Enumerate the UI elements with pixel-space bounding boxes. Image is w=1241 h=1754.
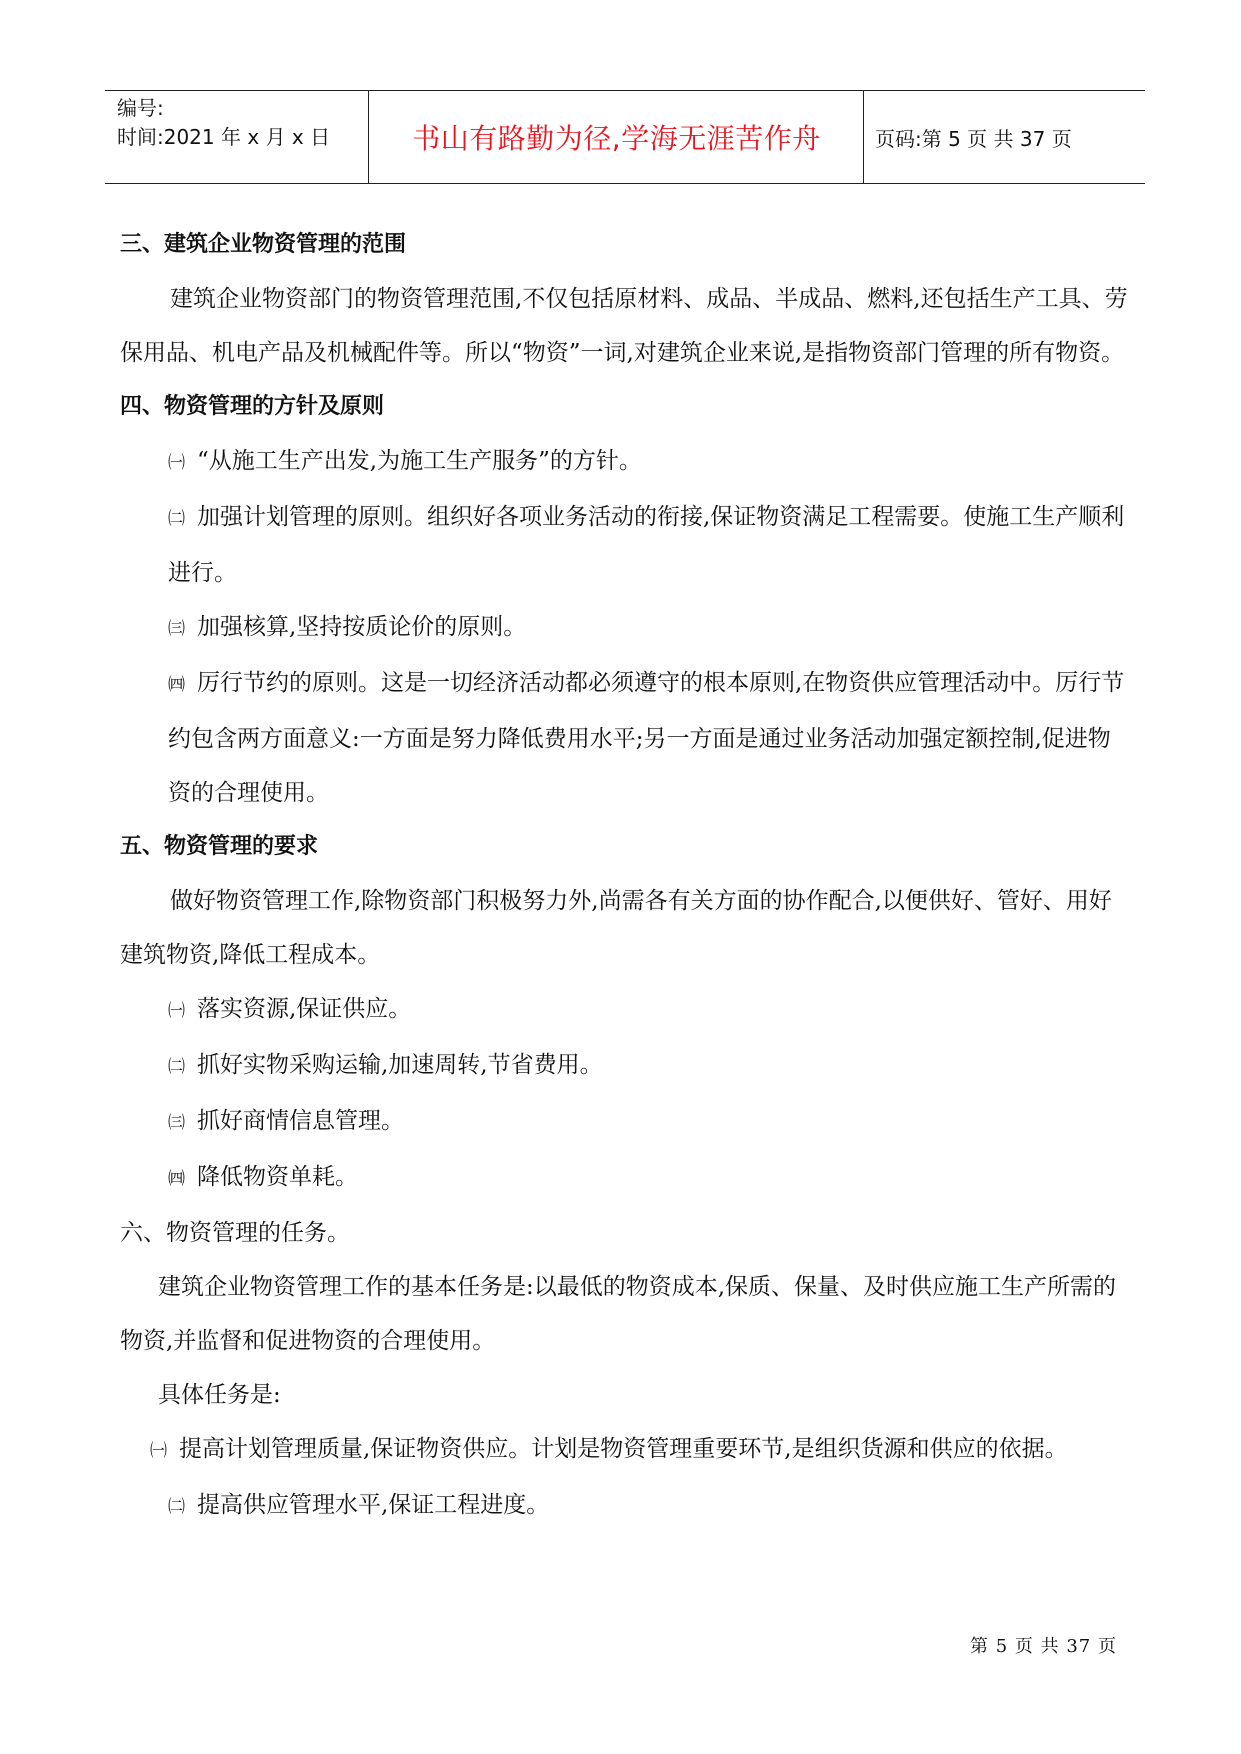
list-item [120, 1038, 1132, 1094]
list-item-text: 加强核算,坚持按质论价的原则。 [197, 614, 527, 640]
list-item-number: ㈡ [168, 1497, 185, 1517]
body-paragraph: 建筑企业物资部门的物资管理范围,不仅包括原材料、成品、半成品、燃料,还包括生产工具、劳保用品、机电产品及机械配件等。所以“物资”一词,对建筑企业来说,是指物资部门管理的所有物资。 [120, 286, 1128, 366]
list-item-number: ㈡ [168, 1057, 185, 1077]
list-item-text: 抓好商情信息管理。 [197, 1108, 404, 1134]
list-item [120, 1150, 1132, 1206]
list-item [120, 1422, 1132, 1478]
page-footer: 第 5 页 共 37 页 [970, 1636, 1117, 1657]
list-item-text: 提高供应管理水平,保证工程进度。 [197, 1492, 550, 1518]
list-item-number: ㈠ [168, 453, 185, 473]
list-item [120, 434, 1132, 490]
header-divider [863, 91, 864, 183]
list-item [120, 1094, 1132, 1150]
section-heading: 六、物资管理的任务。 [120, 1220, 350, 1246]
document-header [105, 90, 1145, 184]
list-item-number: ㈢ [168, 1113, 185, 1133]
list-item-number: ㈠ [168, 1001, 185, 1021]
header-page-label: 页码:第 5 页 共 37 页 [875, 126, 1072, 151]
body-paragraph: 具体任务是: [158, 1382, 281, 1408]
list-item-number: ㈣ [168, 675, 185, 695]
header-divider [368, 91, 369, 183]
list-item-text: “从施工生产出发,为施工生产服务”的方针。 [197, 448, 642, 474]
list-item [120, 490, 1132, 600]
section-heading: 五、物资管理的要求 [120, 834, 319, 859]
list-item [120, 600, 1132, 656]
document-number-label: 编号: [117, 96, 164, 120]
list-item-text: 提高计划管理质量,保证物资供应。计划是物资管理重要环节,是组织货源和供应的依据。 [179, 1436, 1068, 1462]
list-item-number: ㈠ [150, 1441, 167, 1461]
list-item [120, 656, 1132, 820]
list-item-text: 落实资源,保证供应。 [197, 996, 412, 1022]
section-heading: 三、建筑企业物资管理的范围 [120, 232, 407, 257]
document-time-label: 时间:2021 年 x 月 x 日 [117, 125, 331, 149]
list-item-number: ㈢ [168, 619, 185, 639]
header-meta [117, 94, 362, 152]
body-paragraph: 建筑企业物资管理工作的基本任务是:以最低的物资成本,保质、保量、及时供应施工生产所需的物资,并监督和促进物资的合理使用。 [120, 1274, 1117, 1354]
list-item-text: 厉行节约的原则。这是一切经济活动都必须遵守的根本原则,在物资供应管理活动中。厉行节约包含两方面意义:一方面是努力降低费用水平;另一方面是通过业务活动加强定额控制,促进物资的合理使用。 [168, 670, 1125, 806]
section-heading: 四、物资管理的方针及原则 [120, 394, 385, 419]
list-item-number: ㈡ [168, 509, 185, 529]
list-item-text: 抓好实物采购运输,加速周转,节省费用。 [197, 1052, 603, 1078]
list-item-number: ㈣ [168, 1169, 185, 1189]
document-body [120, 218, 1132, 1534]
list-item-text: 加强计划管理的原则。组织好各项业务活动的衔接,保证物资满足工程需要。使施工生产顺利进行。 [168, 504, 1125, 586]
list-item-text: 降低物资单耗。 [197, 1164, 358, 1190]
list-item [120, 1478, 1132, 1534]
list-item [120, 982, 1132, 1038]
body-paragraph: 做好物资管理工作,除物资部门积极努力外,尚需各有关方面的协作配合,以便供好、管好、用好建筑物资,降低工程成本。 [120, 888, 1112, 968]
header-motto: 书山有路勤为径,学海无涯苦作舟 [412, 122, 821, 155]
